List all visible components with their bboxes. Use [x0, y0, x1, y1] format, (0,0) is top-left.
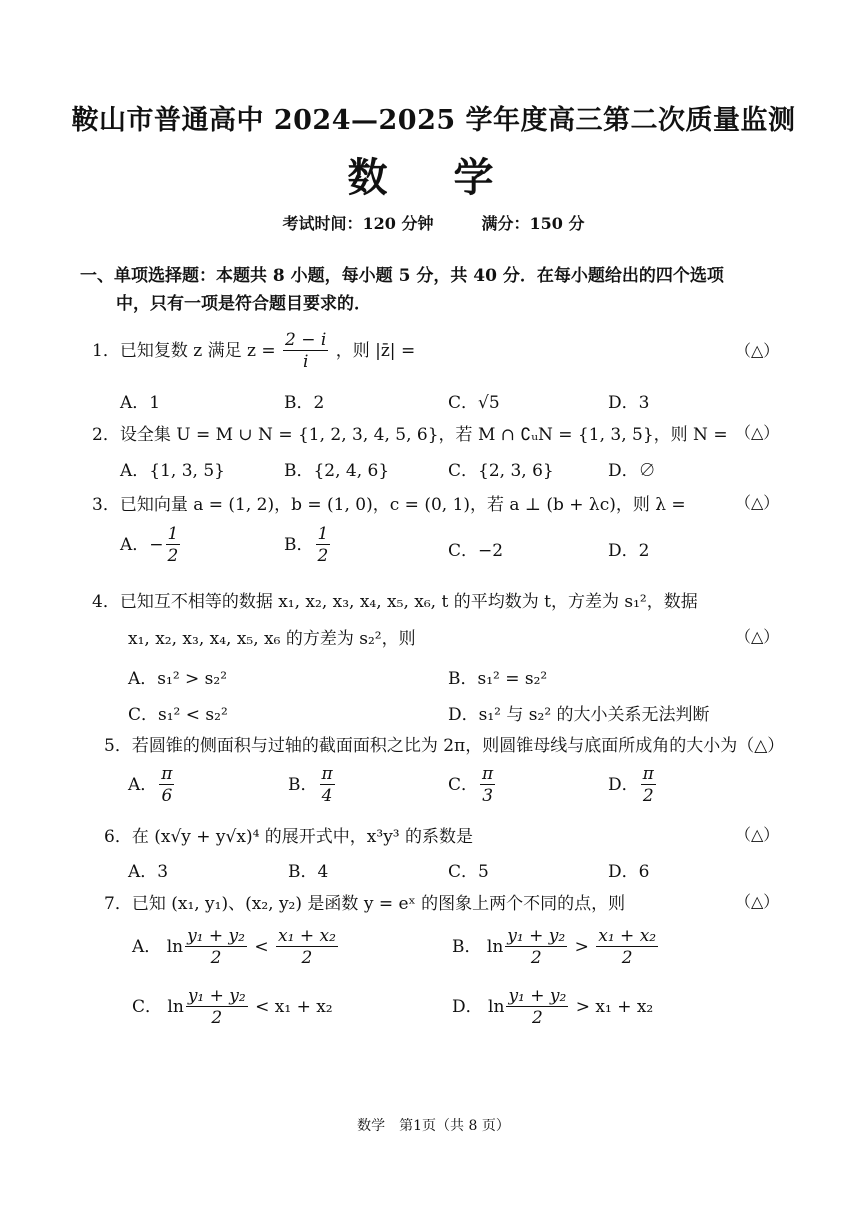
q4-option-c: C．s₁² < s₂²	[128, 705, 228, 725]
q7-c-fraction	[186, 986, 248, 1029]
question-6: 6．在 (x√y + y√x)⁴ 的展开式中，x³y³ 的系数是	[104, 827, 474, 847]
section-heading-line2: 中，只有一项是符合题目要求的．	[116, 294, 371, 314]
question-4-line2: x₁, x₂, x₃, x₄, x₅, x₆ 的方差为 s₂²，则	[128, 629, 416, 649]
exam-info	[0, 211, 867, 234]
q7-a-right-fraction	[276, 926, 338, 969]
q7-c-den: 2	[211, 1008, 223, 1028]
q4-option-d: D．s₁² 与 s₂² 的大小关系无法判断	[448, 705, 710, 725]
q6-option-b: B．4	[288, 862, 329, 882]
q7-option-c	[132, 986, 333, 1029]
q5-a-label: A．	[128, 775, 158, 795]
q5-option-d	[608, 764, 658, 807]
q4-option-b: B．s₁² = s₂²	[448, 669, 548, 689]
q3-answer-mark: （△）	[735, 493, 780, 512]
q7-a-left-fraction	[185, 926, 247, 969]
q1-option-d: D．3	[608, 393, 650, 413]
q4-option-a: A．s₁² > s₂²	[128, 669, 228, 689]
q6-option-d: D．6	[608, 862, 650, 882]
score-label: 满分：150 分	[481, 214, 585, 233]
q5-option-a	[128, 764, 176, 807]
q1-frac-den: i	[302, 352, 309, 372]
q7-b-ln: ln	[486, 937, 504, 957]
exam-title: 鞍山市普通高中 2024—2025 学年度高三第二次质量监测	[71, 105, 796, 136]
q7-d-xsum: x₁ + x₂	[595, 997, 654, 1017]
q2-option-d: D．∅	[608, 461, 656, 481]
q7-option-a	[132, 926, 340, 969]
q3-a-num: 1	[167, 524, 179, 544]
q7-option-d	[452, 986, 653, 1029]
q1-answer-mark: （△）	[735, 341, 780, 360]
q7-a-right-den: 2	[301, 948, 313, 968]
q1-frac-num: 2 − i	[285, 330, 327, 350]
q7-a-xnum: x₁ + x₂	[278, 926, 336, 946]
q7-a-label: A．	[132, 937, 162, 957]
q7-c-ln: ln	[167, 997, 184, 1017]
q7-a-ln: ln	[166, 937, 184, 957]
q7-a-left-den: 2	[210, 948, 222, 968]
q7-b-left-fraction	[505, 926, 567, 969]
q2-answer-mark: （△）	[735, 423, 780, 442]
q5-c-fraction	[480, 764, 495, 807]
q5-c-label: C．	[448, 775, 479, 795]
q7-answer-mark: （△）	[735, 892, 780, 911]
q7-b-label: B．	[452, 937, 482, 957]
q7-d-ln: ln	[488, 997, 505, 1017]
q1-option-b: B．2	[284, 393, 325, 413]
q7-c-label: C．	[132, 997, 163, 1017]
q6-option-a: A．3	[128, 862, 169, 882]
q6-answer-mark: （△）	[735, 825, 780, 844]
q7-b-right-den: 2	[621, 948, 633, 968]
q3-option-c: C．−2	[448, 541, 504, 561]
q7-b-left-den: 2	[530, 948, 542, 968]
q2-option-a: A．{1, 3, 5}	[120, 461, 225, 481]
question-2: 2．设全集 U = M ∪ N = {1, 2, 3, 4, 5, 6}，若 M ∩ ∁ᵤN = {1, 3, 5}，则 N =	[92, 425, 728, 445]
q6-option-c: C．5	[448, 862, 489, 882]
q7-a-relation: <	[254, 937, 269, 957]
q5-option-c	[448, 764, 497, 807]
q5-c-den: 3	[482, 786, 494, 806]
q3-b-num: 1	[317, 524, 329, 544]
q3-a-den: 2	[167, 546, 179, 566]
q3-option-b	[284, 524, 332, 567]
q5-b-fraction	[320, 764, 335, 807]
q7-b-right-fraction	[596, 926, 658, 969]
q1-option-c: C．√5	[448, 393, 500, 413]
q5-a-den: 6	[161, 786, 173, 806]
q1-option-a: A．1	[120, 393, 161, 413]
question-5: 5．若圆锥的侧面积与过轴的截面面积之比为 2π，则圆锥母线与底面所成角的大小为（△）	[104, 736, 785, 756]
q5-b-num: π	[321, 764, 333, 784]
q5-d-fraction	[641, 764, 656, 807]
question-4-line1: 4．已知互不相等的数据 x₁, x₂, x₃, x₄, x₅, x₆, t 的平均数为 t，方差为 s₁²，数据	[92, 592, 698, 612]
q7-c-ynum: y₁ + y₂	[187, 986, 246, 1006]
q7-c-xsum: x₁ + x₂	[274, 997, 333, 1017]
q3-option-a	[120, 524, 182, 567]
q7-d-fraction	[506, 986, 568, 1029]
question-1	[92, 330, 415, 373]
q7-option-b	[452, 926, 660, 969]
q7-a-ynum: y₁ + y₂	[187, 926, 245, 946]
q2-option-b: B．{2, 4, 6}	[284, 461, 390, 481]
question-7: 7．已知 (x₁, y₁)、(x₂, y₂) 是函数 y = eˣ 的图象上两个不同的点，则	[104, 894, 626, 914]
q5-a-fraction	[159, 764, 174, 807]
q7-d-relation: >	[575, 997, 590, 1017]
page-footer: 数学 第1页（共 8 页）	[357, 1118, 510, 1134]
q2-option-c: C．{2, 3, 6}	[448, 461, 554, 481]
q5-c-num: π	[482, 764, 494, 784]
q4-answer-mark: （△）	[735, 627, 780, 646]
q5-d-den: 2	[642, 786, 654, 806]
time-label: 考试时间：120 分钟	[282, 214, 434, 233]
q5-d-label: D．	[608, 775, 639, 795]
q7-b-xnum: x₁ + x₂	[598, 926, 657, 946]
q1-stem-b: ，则 |z̄| =	[335, 341, 416, 361]
q3-option-a-label: A．−	[120, 535, 164, 555]
q1-fraction	[283, 330, 328, 373]
q7-b-ynum: y₁ + y₂	[507, 926, 566, 946]
q7-c-relation: <	[255, 997, 270, 1017]
subject-title: 数 学	[347, 154, 520, 201]
q7-d-den: 2	[531, 1008, 543, 1028]
q7-d-ynum: y₁ + y₂	[508, 986, 567, 1006]
question-3: 3．已知向量 a = (1, 2)，b = (1, 0)，c = (0, 1)，若 a ⊥ (b + λc)，则 λ =	[92, 495, 686, 515]
q7-d-label: D．	[452, 997, 483, 1017]
q5-a-num: π	[161, 764, 173, 784]
q5-option-b	[288, 764, 337, 807]
q5-b-den: 4	[321, 786, 333, 806]
q3-b-den: 2	[317, 546, 329, 566]
q5-b-label: B．	[288, 775, 318, 795]
q3-option-b-fraction	[316, 524, 331, 567]
q1-stem-a: 1．已知复数 z 满足 z =	[92, 341, 276, 361]
q3-option-d: D．2	[608, 541, 650, 561]
q3-option-b-label: B．	[284, 535, 314, 555]
q5-d-num: π	[642, 764, 654, 784]
q3-option-a-fraction	[166, 524, 181, 567]
q7-b-relation: >	[574, 937, 589, 957]
section-heading-line1: 一、单项选择题：本题共 8 小题，每小题 5 分，共 40 分．在每小题给出的四个选项	[80, 266, 724, 286]
